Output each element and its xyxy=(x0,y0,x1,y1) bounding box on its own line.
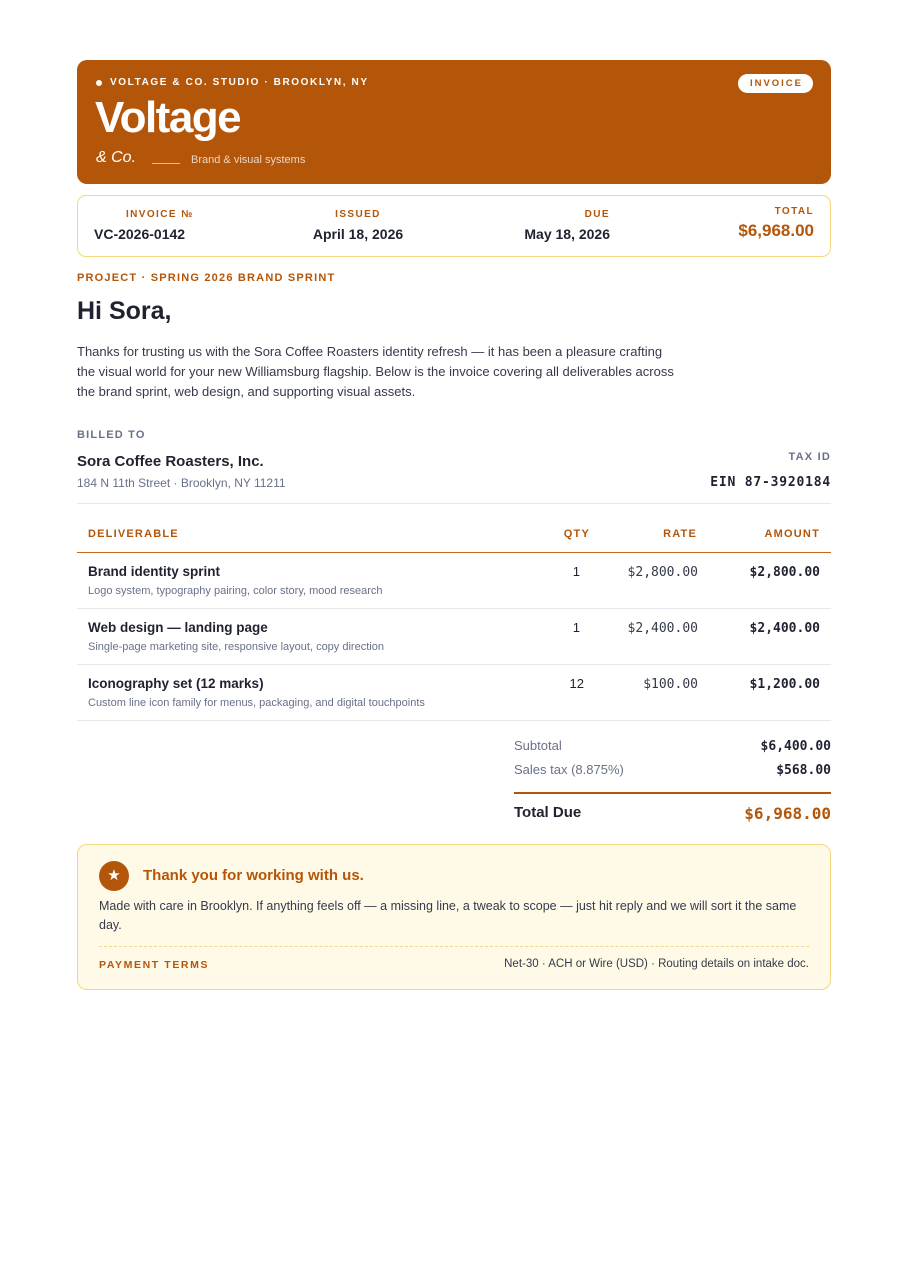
client-name: Sora Coffee Roasters, Inc. xyxy=(77,453,264,470)
brand-description: Brand & visual systems xyxy=(191,154,306,166)
item-rate: $2,800.00 xyxy=(627,565,698,580)
invoice-number: VC-2026-0142 xyxy=(94,226,186,242)
due-cell xyxy=(518,209,610,242)
item-qty: 12 xyxy=(569,676,584,691)
due-date: May 18, 2026 xyxy=(524,226,610,242)
total-cell xyxy=(738,206,814,241)
item-name: Brand identity sprint xyxy=(88,564,221,579)
brand-subline xyxy=(96,149,305,167)
dashed-divider xyxy=(99,946,809,947)
intro-paragraph: Thanks for trusting us with the Sora Coffee Roasters identity refresh — it has been a pleasure crafting the visual world for your new Williamsburg flagship. Below is the invoice covering all deliverables across the brand sprint, web design, and supporting visual assets. xyxy=(77,344,674,399)
invoice-meta xyxy=(77,195,831,257)
thank-you-card xyxy=(77,844,831,990)
table-row xyxy=(77,553,831,609)
item-name: Iconography set (12 marks) xyxy=(88,676,264,691)
subtotal-row xyxy=(514,738,831,762)
total-due-value: $6,968.00 xyxy=(744,804,831,823)
thank-you-title: Thank you for working with us. xyxy=(143,867,364,884)
brand-sub: & Co. xyxy=(96,149,137,166)
line-items-table xyxy=(77,516,831,721)
item-qty: 1 xyxy=(572,620,580,635)
project-label: PROJECT · SPRING 2026 BRAND SPRINT xyxy=(77,272,336,284)
item-description: Single-page marketing site, responsive layout, copy direction xyxy=(88,641,384,653)
item-amount: $1,200.00 xyxy=(749,677,820,692)
divider xyxy=(77,503,831,504)
payment-terms-label: PAYMENT TERMS xyxy=(99,959,210,971)
item-amount: $2,800.00 xyxy=(749,565,820,580)
subtotal-value: $6,400.00 xyxy=(760,739,831,754)
issued-label: ISSUED xyxy=(335,209,381,220)
totals-block xyxy=(514,738,831,830)
item-name: Web design — landing page xyxy=(88,620,268,635)
item-description: Custom line icon family for menus, packaging, and digital touchpoints xyxy=(88,697,425,709)
subtotal-label: Subtotal xyxy=(514,738,562,753)
brand-rule xyxy=(152,163,180,164)
tax-row xyxy=(514,762,831,786)
billed-to-label: BILLED TO xyxy=(77,429,146,441)
item-amount: $2,400.00 xyxy=(749,621,820,636)
item-rate: $2,400.00 xyxy=(627,621,698,636)
total-label: TOTAL xyxy=(774,206,814,217)
item-description: Logo system, typography pairing, color story, mood research xyxy=(88,585,383,597)
studio-tagline xyxy=(96,77,369,88)
star-icon: ★ xyxy=(99,861,129,891)
invoice-number-cell xyxy=(94,209,194,242)
col-rate: RATE xyxy=(663,528,697,540)
due-label: DUE xyxy=(584,209,610,220)
invoice-header xyxy=(77,60,831,184)
issued-date: April 18, 2026 xyxy=(312,226,404,242)
client-address: 184 N 11th Street · Brooklyn, NY 11211 xyxy=(77,476,286,490)
total-due-label: Total Due xyxy=(514,804,582,821)
dot-icon xyxy=(96,80,102,86)
greeting: Hi Sora, xyxy=(77,297,172,325)
tagline-text: VOLTAGE & CO. STUDIO · BROOKLYN, NY xyxy=(110,77,369,88)
tax-value: $568.00 xyxy=(776,763,831,778)
table-header xyxy=(77,516,831,553)
brand-name: Voltage xyxy=(95,93,241,142)
tax-id-value: EIN 87-3920184 xyxy=(710,475,831,490)
col-deliverable: DELIVERABLE xyxy=(88,528,179,540)
tax-label: Sales tax (8.875%) xyxy=(514,762,624,777)
table-row xyxy=(77,609,831,665)
item-rate: $100.00 xyxy=(643,677,698,692)
tax-id-label: TAX ID xyxy=(788,451,831,463)
col-amount: AMOUNT xyxy=(764,528,820,540)
thank-you-message: Made with care in Brooklyn. If anything feels off — a missing line, a tweak to scope — just hit reply and we will sort it the same day. xyxy=(99,899,797,932)
total-due-row xyxy=(514,792,831,830)
col-qty: QTY xyxy=(563,528,590,540)
item-qty: 1 xyxy=(572,564,580,579)
table-row xyxy=(77,665,831,721)
issued-cell xyxy=(310,209,406,242)
doc-type-badge: INVOICE xyxy=(738,74,813,93)
payment-terms-value: Net-30 · ACH or Wire (USD) · Routing details on intake doc. xyxy=(504,958,809,970)
total-value: $6,968.00 xyxy=(738,221,814,240)
invoice-number-label: INVOICE № xyxy=(126,209,194,220)
